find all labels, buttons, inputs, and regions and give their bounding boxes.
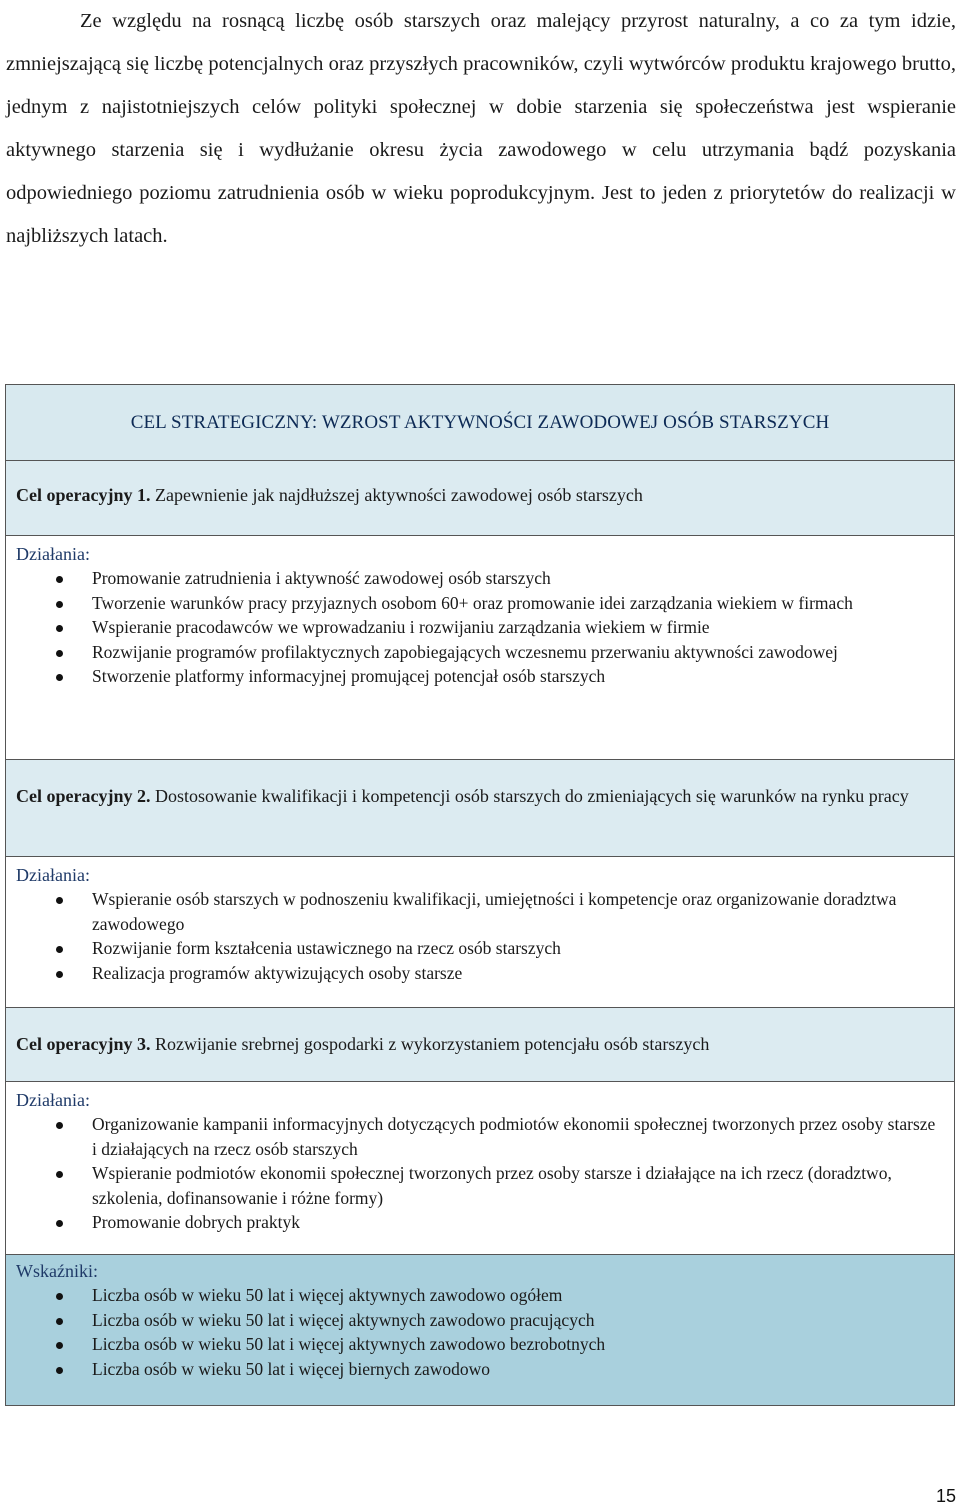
action-list <box>16 566 944 689</box>
list-item: Liczba osób w wieku 50 lat i więcej biernych zawodowo <box>16 1357 944 1382</box>
list-item: Promowanie zatrudnienia i aktywność zawodowej osób starszych <box>16 566 944 591</box>
goal-text: Rozwijanie srebrnej gospodarki z wykorzystaniem potencjału osób starszych <box>154 1034 710 1054</box>
goal-label: Cel operacyjny 1. <box>16 485 151 505</box>
goal-label: Cel operacyjny 3. <box>16 1034 151 1054</box>
goal-text: Zapewnienie jak najdłuższej aktywności zawodowej osób starszych <box>154 485 643 505</box>
action-list <box>16 1112 944 1235</box>
list-item: Wspieranie podmiotów ekonomii społecznej tworzonych przez osoby starsze i działające na ich rzecz (doradztwo, szkolenia, dofinansowanie i różne formy) <box>16 1161 944 1210</box>
list-item: Rozwijanie form kształcenia ustawicznego na rzecz osób starszych <box>16 936 944 961</box>
list-item: Promowanie dobrych praktyk <box>16 1210 944 1235</box>
bullet-icon <box>56 1342 63 1349</box>
bullet-icon <box>56 1293 63 1300</box>
bullet-icon <box>56 971 63 978</box>
indicator-list <box>16 1283 944 1381</box>
actions-label: Działania: <box>16 544 90 564</box>
bullet-icon <box>56 1367 63 1374</box>
list-item: Liczba osób w wieku 50 lat i więcej aktywnych zawodowo pracujących <box>16 1308 944 1333</box>
list-item: Liczba osób w wieku 50 lat i więcej aktywnych zawodowo ogółem <box>16 1283 944 1308</box>
operational-goal-1 <box>6 461 954 536</box>
list-item: Tworzenie warunków pracy przyjaznych osobom 60+ oraz promowanie idei zarządzania wiekiem w firmach <box>16 591 944 616</box>
list-item: Realizacja programów aktywizujących osoby starsze <box>16 961 944 986</box>
bullet-icon <box>56 601 63 608</box>
goal-text: Dostosowanie kwalifikacji i kompetencji osób starszych do zmieniających się warunków na rynku pracy <box>154 786 909 806</box>
bullet-icon <box>56 946 63 953</box>
bullet-icon <box>56 650 63 657</box>
goal-3-actions <box>6 1082 954 1255</box>
bullet-icon <box>56 1318 63 1325</box>
list-item: Wspieranie pracodawców we wprowadzaniu i rozwijaniu zarządzania wiekiem w firmie <box>16 615 944 640</box>
indicators-label: Wskaźniki: <box>16 1261 98 1281</box>
bullet-icon <box>56 897 63 904</box>
bullet-icon <box>56 1171 63 1178</box>
bullet-icon <box>56 1220 63 1227</box>
list-item: Rozwijanie programów profilaktycznych zapobiegających wczesnemu przerwaniu aktywności zawodowej <box>16 640 944 665</box>
goal-label: Cel operacyjny 2. <box>16 786 151 806</box>
list-item: Liczba osób w wieku 50 lat i więcej aktywnych zawodowo bezrobotnych <box>16 1332 944 1357</box>
goal-1-actions <box>6 536 954 760</box>
bullet-icon <box>56 625 63 632</box>
intro-paragraph: Ze względu na rosnącą liczbę osób starszych oraz malejący przyrost naturalny, a co za tym idzie, zmniejszającą się liczbę potencjalnych oraz przyszłych pracowników, czyli wytwórców produktu krajowego brutto, jednym z najistotniejszych celów polityki społecznej w dobie starzenia się społeczeństwa jest wspieranie aktywnego starzenia się i wydłużanie okresu życia zawodowego w celu utrzymania bądź pozyskania odpowiedniego poziomu zatrudnienia osób w wieku poprodukcyjnym. Jest to jeden z priorytetów do realizacji w najbliższych latach. <box>6 10 956 247</box>
bullet-icon <box>56 576 63 583</box>
actions-label: Działania: <box>16 865 90 885</box>
operational-goal-2 <box>6 760 954 857</box>
list-item: Wspieranie osób starszych w podnoszeniu kwalifikacji, umiejętności i kompetencje oraz organizowanie doradztwa zawodowego <box>16 887 944 936</box>
actions-label: Działania: <box>16 1090 90 1110</box>
strategy-table <box>5 384 955 1406</box>
goal-2-actions <box>6 857 954 1008</box>
bullet-icon <box>56 1122 63 1129</box>
list-item: Organizowanie kampanii informacyjnych dotyczących podmiotów ekonomii społecznej tworzonych przez osoby starsze i działających na rzecz osób starszych <box>16 1112 944 1161</box>
strategic-goal-heading: CEL STRATEGICZNY: WZROST AKTYWNOŚCI ZAWODOWEJ OSÓB STARSZYCH <box>6 385 954 461</box>
page-number: 15 <box>935 1486 956 1506</box>
operational-goal-3 <box>6 1008 954 1082</box>
action-list <box>16 887 944 985</box>
indicators-section <box>6 1255 954 1405</box>
list-item: Stworzenie platformy informacyjnej promującej potencjał osób starszych <box>16 664 944 689</box>
bullet-icon <box>56 674 63 681</box>
